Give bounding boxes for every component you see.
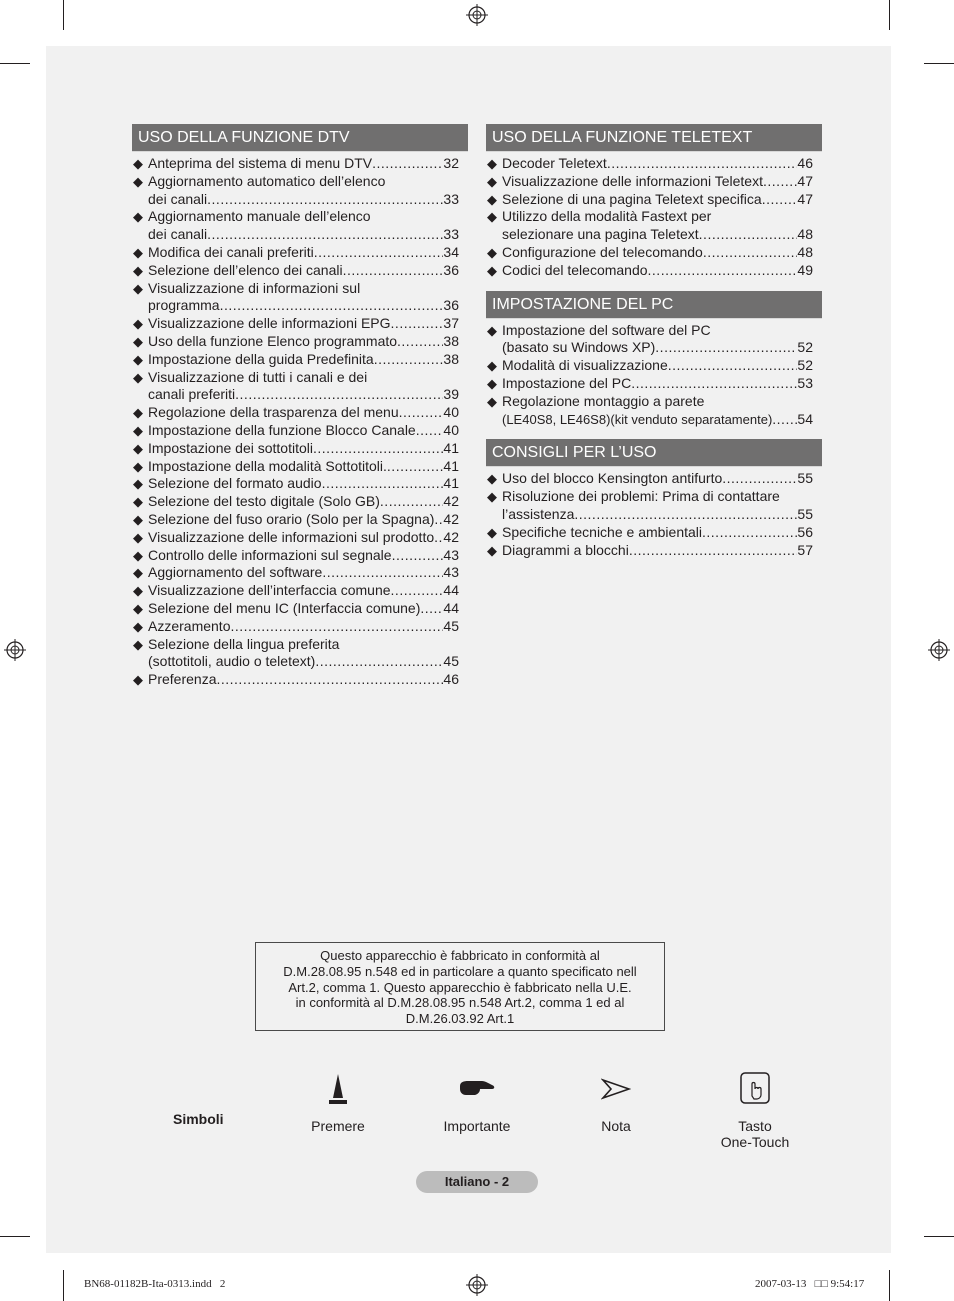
dot-leader: [314, 244, 444, 262]
diamond-bullet-icon: ◆: [133, 547, 143, 563]
diamond-bullet-icon: ◆: [487, 209, 497, 225]
diamond-bullet-icon: ◆: [133, 565, 143, 581]
entry-page-number: 48: [797, 226, 813, 243]
toc-entry: [132, 369, 468, 405]
entry-title-line: [148, 653, 459, 671]
toc-section: [486, 439, 822, 559]
entry-page-number: 34: [443, 243, 459, 260]
entry-text: Regolazione montaggio a parete: [502, 392, 705, 409]
toc-column-right: [486, 124, 822, 570]
entry-page-number: 38: [443, 350, 459, 367]
entry-title-line: [502, 542, 813, 560]
entry-text: Risoluzione dei problemi: Prima di contattare: [502, 488, 780, 505]
entry-title: (basato su Windows XP): [502, 339, 656, 356]
entry-title-line: [502, 375, 813, 393]
entry-title: Diagrammi a blocchi: [502, 541, 629, 558]
entry-title-line: [148, 458, 459, 476]
diamond-bullet-icon: ◆: [133, 458, 143, 474]
entry-title-line: [502, 244, 813, 262]
crop-mark: [0, 1236, 30, 1237]
entry-title: Impostazione della funzione Blocco Canale: [148, 421, 416, 438]
section-entries: [132, 152, 468, 689]
entry-title: Impostazione dei sottotitoli: [148, 439, 313, 456]
diamond-bullet-icon: ◆: [133, 244, 143, 260]
entry-title-line: [148, 475, 459, 493]
toc-entry: [486, 542, 822, 560]
diamond-bullet-icon: ◆: [133, 494, 143, 510]
symbol-one-touch: [712, 1072, 798, 1150]
entry-text: Utilizzo della modalità Fastext per: [502, 208, 712, 225]
entry-page-number: 33: [443, 226, 459, 243]
entry-title-line: [148, 191, 459, 209]
toc-entry: [132, 529, 468, 547]
entry-page-number: 46: [443, 671, 459, 688]
dot-leader: [772, 411, 797, 429]
diamond-bullet-icon: ◆: [487, 358, 497, 374]
toc-entry: [132, 475, 468, 493]
entry-page-number: 41: [443, 439, 459, 456]
toc-entry: [132, 262, 468, 280]
notice-line: Questo apparecchio è fabbricato in conformità al: [320, 948, 600, 963]
dot-leader: [380, 493, 444, 511]
entry-page-number: 40: [443, 404, 459, 421]
entry-title-line: [502, 226, 813, 244]
diamond-bullet-icon: ◆: [133, 529, 143, 545]
diamond-bullet-icon: ◆: [133, 440, 143, 456]
registration-mark-icon: [928, 639, 950, 661]
dot-leader: [648, 262, 798, 280]
dot-leader: [391, 582, 444, 600]
entry-text: Impostazione del software del PC: [502, 321, 711, 338]
entry-title-line: [148, 297, 459, 315]
entry-page-number: 45: [443, 617, 459, 634]
dot-leader: [216, 671, 443, 689]
dot-leader: [387, 458, 444, 476]
entry-title: selezionare una pagina Teletext: [502, 226, 699, 243]
toc-entry: [132, 280, 468, 316]
diamond-bullet-icon: ◆: [487, 191, 497, 207]
diamond-bullet-icon: ◆: [133, 369, 143, 385]
section-heading: IMPOSTAZIONE DEL PC: [486, 291, 822, 319]
entry-title: Selezione del menu IC (Interfaccia comune): [148, 599, 421, 616]
diamond-bullet-icon: ◆: [133, 351, 143, 367]
entry-page-number: 36: [443, 261, 459, 278]
diamond-bullet-icon: ◆: [487, 375, 497, 391]
entry-page-number: 52: [797, 357, 813, 374]
diamond-bullet-icon: ◆: [487, 524, 497, 540]
entry-page-number: 38: [443, 332, 459, 349]
dot-leader: [668, 357, 798, 375]
crop-mark: [889, 1270, 890, 1301]
dot-leader: [207, 226, 443, 244]
entry-page-number: 42: [443, 528, 459, 545]
dot-leader: [230, 618, 443, 636]
entry-title: Uso del blocco Kensington antifurto: [502, 470, 723, 487]
entry-page-number: 41: [443, 475, 459, 492]
entry-page-number: 36: [443, 297, 459, 314]
entry-page-number: 53: [797, 374, 813, 391]
entry-title-line: [148, 547, 459, 565]
diamond-bullet-icon: ◆: [133, 209, 143, 225]
entry-title: canali preferiti: [148, 386, 236, 403]
dot-leader: [699, 226, 798, 244]
entry-page-number: 55: [797, 505, 813, 522]
toc-entry: [486, 262, 822, 280]
crop-mark: [889, 0, 890, 30]
entry-title-line: [148, 262, 459, 280]
dot-leader: [322, 564, 443, 582]
dot-leader: [762, 191, 798, 209]
entry-title-line: [148, 600, 459, 618]
diamond-bullet-icon: ◆: [133, 636, 143, 652]
entry-page-number: 32: [443, 155, 459, 171]
entry-title: Visualizzazione dell’interfaccia comune: [148, 582, 391, 599]
entry-title: Uso della funzione Elenco programmato: [148, 332, 398, 349]
crop-mark: [924, 1236, 954, 1237]
toc-entry: [132, 582, 468, 600]
entry-title-line: [148, 386, 459, 404]
entry-page-number: 40: [443, 421, 459, 438]
entry-title-line: [502, 411, 813, 429]
dot-leader: [372, 155, 443, 173]
diamond-bullet-icon: ◆: [133, 262, 143, 278]
dot-leader: [763, 173, 797, 191]
diamond-bullet-icon: ◆: [133, 316, 143, 332]
toc-entry: [486, 322, 822, 358]
entry-title: Modalità di visualizzazione: [502, 357, 668, 374]
entry-text: Selezione della lingua preferita: [148, 635, 340, 652]
diamond-bullet-icon: ◆: [487, 393, 497, 409]
dot-leader: [322, 475, 444, 493]
arrow-note-icon: [601, 1072, 631, 1106]
dot-leader: [629, 542, 798, 560]
entry-title-line: [502, 524, 813, 542]
dot-leader: [391, 315, 444, 333]
registration-mark-icon: [466, 4, 488, 26]
toc-entry: [132, 618, 468, 636]
entry-page-number: 55: [797, 470, 813, 487]
entry-text: Visualizzazione di informazioni sul: [148, 279, 361, 296]
toc-entry: [486, 191, 822, 209]
entry-page-number: 43: [443, 546, 459, 563]
notice-line: D.M.26.03.92 Art.1: [405, 1011, 515, 1027]
entry-title-line: [502, 155, 813, 173]
entry-title: Specifiche tecniche e ambientali: [502, 523, 703, 540]
diamond-bullet-icon: ◆: [487, 173, 497, 189]
diamond-bullet-icon: ◆: [133, 405, 143, 421]
toc-entry: [132, 458, 468, 476]
toc-entry: [132, 422, 468, 440]
toc-entry: [132, 244, 468, 262]
entry-title-line: [502, 173, 813, 191]
notice-line: Art.2, comma 1. Questo apparecchio è fabbricato nella U.E.: [288, 979, 632, 995]
diamond-bullet-icon: ◆: [487, 471, 497, 487]
dot-leader: [655, 339, 797, 357]
entry-title: Selezione del testo digitale (Solo GB): [148, 493, 380, 510]
conformity-notice: [255, 942, 665, 1031]
diamond-bullet-icon: ◆: [133, 618, 143, 634]
entry-title: Visualizzazione delle informazioni EPG: [148, 315, 391, 332]
diamond-bullet-icon: ◆: [133, 173, 143, 189]
pointing-hand-icon: [458, 1072, 496, 1106]
dot-leader: [434, 529, 443, 547]
toc-entry: [132, 351, 468, 369]
toc-entry: [486, 375, 822, 393]
symbol-label: Premere: [311, 1118, 365, 1134]
toc-column-left: [132, 124, 468, 700]
dot-leader: [315, 653, 443, 671]
entry-title: Visualizzazione delle informazioni sul prodotto: [148, 528, 435, 545]
registration-mark-icon: [466, 1274, 488, 1296]
entry-title-line: [148, 315, 459, 333]
symbol-important: [436, 1072, 518, 1134]
dot-leader: [420, 600, 443, 618]
entry-title: Selezione del formato audio: [148, 475, 322, 492]
entry-title: Selezione di una pagina Teletext specifica: [502, 190, 762, 207]
diamond-bullet-icon: ◆: [487, 244, 497, 260]
entry-page-number: 47: [797, 172, 813, 189]
toc-entry: [132, 493, 468, 511]
dot-leader: [574, 506, 797, 524]
diamond-bullet-icon: ◆: [487, 542, 497, 558]
dot-leader: [722, 470, 797, 488]
entry-title-line: [148, 226, 459, 244]
entry-page-number: 56: [797, 523, 813, 540]
entry-title-line: [148, 422, 459, 440]
dot-leader: [399, 404, 444, 422]
diamond-bullet-icon: ◆: [133, 600, 143, 616]
section-heading: USO DELLA FUNZIONE TELETEXT: [486, 124, 822, 152]
entry-title-line: [148, 671, 459, 689]
entry-title-line: [148, 564, 459, 582]
notice-line: in conformità al D.M.28.08.95 n.548 Art.2, comma 1 ed al: [295, 995, 625, 1011]
entry-title-line: [502, 506, 813, 524]
diamond-bullet-icon: ◆: [487, 156, 497, 171]
entry-title: Preferenza: [148, 671, 217, 688]
entry-title: Controllo delle informazioni sul segnale: [148, 546, 392, 563]
section-entries: [486, 152, 822, 280]
dot-leader: [631, 375, 797, 393]
entry-page-number: 54: [797, 410, 813, 427]
entry-page-number: 52: [797, 339, 813, 356]
entry-page-number: 49: [797, 261, 813, 278]
toc-entry: [486, 208, 822, 244]
entry-title-line: [502, 191, 813, 209]
entry-title: Regolazione della trasparenza del menu: [148, 404, 399, 421]
toc-entry: [486, 155, 822, 173]
symbol-label: Importante: [443, 1118, 511, 1134]
entry-text: Aggiornamento manuale dell’elenco: [148, 208, 371, 225]
toc-entry: [132, 173, 468, 209]
entry-page-number: 33: [443, 190, 459, 207]
symbol-press: [300, 1072, 376, 1134]
entry-title-line: [148, 511, 459, 529]
crop-mark: [0, 63, 30, 64]
crop-mark: [63, 0, 64, 30]
entry-title: dei canali: [148, 190, 208, 207]
toc-entry: [132, 404, 468, 422]
entry-page-number: 39: [443, 386, 459, 403]
section-entries: [486, 319, 822, 429]
toc-entry: [132, 315, 468, 333]
entry-title-line: [148, 493, 459, 511]
one-touch-button-icon: [740, 1072, 770, 1106]
entry-title-line: [148, 618, 459, 636]
entry-title-line: [148, 333, 459, 351]
entry-title: Selezione dell’elenco dei canali: [148, 261, 343, 278]
section-entries: [486, 467, 822, 559]
toc-entry: [486, 393, 822, 429]
entry-title-line: [148, 582, 459, 600]
dot-leader: [220, 297, 444, 315]
entry-title-line: [148, 351, 459, 369]
entry-title-line: [148, 244, 459, 262]
dot-leader: [343, 262, 444, 280]
entry-title: (sottotitoli, audio o teletext): [148, 653, 316, 670]
toc-section: [486, 291, 822, 429]
toc-entry: [132, 155, 468, 173]
toc-entry: [132, 333, 468, 351]
entry-page-number: 44: [443, 599, 459, 616]
entry-title: Modifica dei canali preferiti: [148, 243, 314, 260]
section-heading: USO DELLA FUNZIONE DTV: [132, 124, 468, 152]
entry-title: Selezione del fuso orario (Solo per la Spagna): [148, 510, 435, 527]
dot-leader: [434, 511, 443, 529]
dot-leader: [235, 386, 443, 404]
entry-title-line: [148, 155, 459, 173]
entry-title: l’assistenza: [502, 505, 575, 522]
entry-text: Visualizzazione di tutti i canali e dei: [148, 368, 368, 385]
toc-entry: [132, 511, 468, 529]
dot-leader: [607, 155, 798, 173]
entry-page-number: 42: [443, 493, 459, 510]
entry-page-number: 48: [797, 243, 813, 260]
press-icon: [328, 1072, 348, 1106]
dot-leader: [392, 547, 444, 565]
entry-title: Decoder Teletext: [502, 155, 607, 171]
crop-mark: [924, 63, 954, 64]
entry-page-number: 44: [443, 582, 459, 599]
toc-entry: [132, 600, 468, 618]
diamond-bullet-icon: ◆: [133, 422, 143, 438]
diamond-bullet-icon: ◆: [133, 333, 143, 349]
diamond-bullet-icon: ◆: [487, 322, 497, 338]
entry-title-line: [502, 262, 813, 280]
dot-leader: [397, 333, 443, 351]
dot-leader: [416, 422, 444, 440]
toc-entry: [486, 524, 822, 542]
entry-page-number: 43: [443, 564, 459, 581]
entry-title: programma: [148, 297, 220, 314]
entry-title-line: [148, 440, 459, 458]
symbol-label: Tasto One-Touch: [720, 1118, 790, 1150]
entry-page-number: 57: [797, 541, 813, 558]
dot-leader: [703, 244, 798, 262]
page-number-badge: Italiano - 2: [416, 1171, 538, 1193]
entry-title: Impostazione della guida Predefinita: [148, 350, 374, 367]
toc-entry: [486, 244, 822, 262]
toc-section: [132, 124, 468, 689]
dot-leader: [374, 351, 444, 369]
symbols-label: Simboli: [173, 1111, 224, 1127]
entry-title: Anteprima del sistema di menu DTV: [148, 155, 373, 171]
crop-mark: [63, 1270, 64, 1301]
entry-title: Impostazione della modalità Sottotitoli.: [148, 457, 387, 474]
entry-title-line: [502, 339, 813, 357]
entry-page-number: 41: [443, 457, 459, 474]
diamond-bullet-icon: ◆: [133, 280, 143, 296]
toc-entry: [132, 564, 468, 582]
notice-line: D.M.28.08.95 n.548 ed in particolare a quanto specificato nell: [283, 963, 637, 979]
diamond-bullet-icon: ◆: [133, 511, 143, 527]
dot-leader: [702, 524, 797, 542]
diamond-bullet-icon: ◆: [487, 489, 497, 505]
entry-title: dei canali: [148, 226, 208, 243]
registration-mark-icon: [4, 639, 26, 661]
entry-title: Configurazione del telecomando: [502, 243, 703, 260]
entry-title: Codici del telecomando: [502, 261, 648, 278]
diamond-bullet-icon: ◆: [133, 156, 143, 171]
toc-entry: [132, 440, 468, 458]
dot-leader: [207, 191, 443, 209]
diamond-bullet-icon: ◆: [133, 672, 143, 688]
entry-title-line: [502, 357, 813, 375]
entry-page-number: 45: [443, 653, 459, 670]
entry-title-line: [148, 529, 459, 547]
entry-page-number: 47: [797, 190, 813, 207]
entry-page-number: 37: [443, 315, 459, 332]
toc-entry: [486, 173, 822, 191]
entry-text: Aggiornamento automatico dell’elenco: [148, 172, 386, 189]
toc-entry: [132, 671, 468, 689]
entry-title: (LE40S8, LE46S8)(kit venduto separatamente): [502, 411, 773, 427]
diamond-bullet-icon: ◆: [133, 476, 143, 492]
diamond-bullet-icon: ◆: [133, 583, 143, 599]
toc-entry: [486, 357, 822, 375]
entry-title: Impostazione del PC: [502, 374, 632, 391]
toc-section: [486, 124, 822, 280]
toc-entry: [132, 547, 468, 565]
diamond-bullet-icon: ◆: [487, 262, 497, 278]
entry-title: Visualizzazione delle informazioni Teletext: [502, 172, 763, 189]
toc-entry: [486, 488, 822, 524]
entry-page-number: 42: [443, 510, 459, 527]
entry-title: Azzeramento: [148, 617, 231, 634]
entry-page-number: 46: [797, 155, 813, 171]
entry-title-line: [148, 404, 459, 422]
section-heading: CONSIGLI PER L’USO: [486, 439, 822, 467]
footer-file-info: BN68-01182B-Ita-0313.indd 2: [84, 1278, 226, 1290]
symbol-label: Nota: [601, 1118, 631, 1134]
dot-leader: [313, 440, 443, 458]
symbol-note: [580, 1072, 652, 1134]
entry-title-line: [502, 470, 813, 488]
entry-title: Aggiornamento del software: [148, 564, 323, 581]
toc-entry: [486, 470, 822, 488]
toc-entry: [132, 208, 468, 244]
footer-timestamp: 2007-03-13 □□ 9:54:17: [755, 1278, 865, 1290]
toc-entry: [132, 636, 468, 672]
